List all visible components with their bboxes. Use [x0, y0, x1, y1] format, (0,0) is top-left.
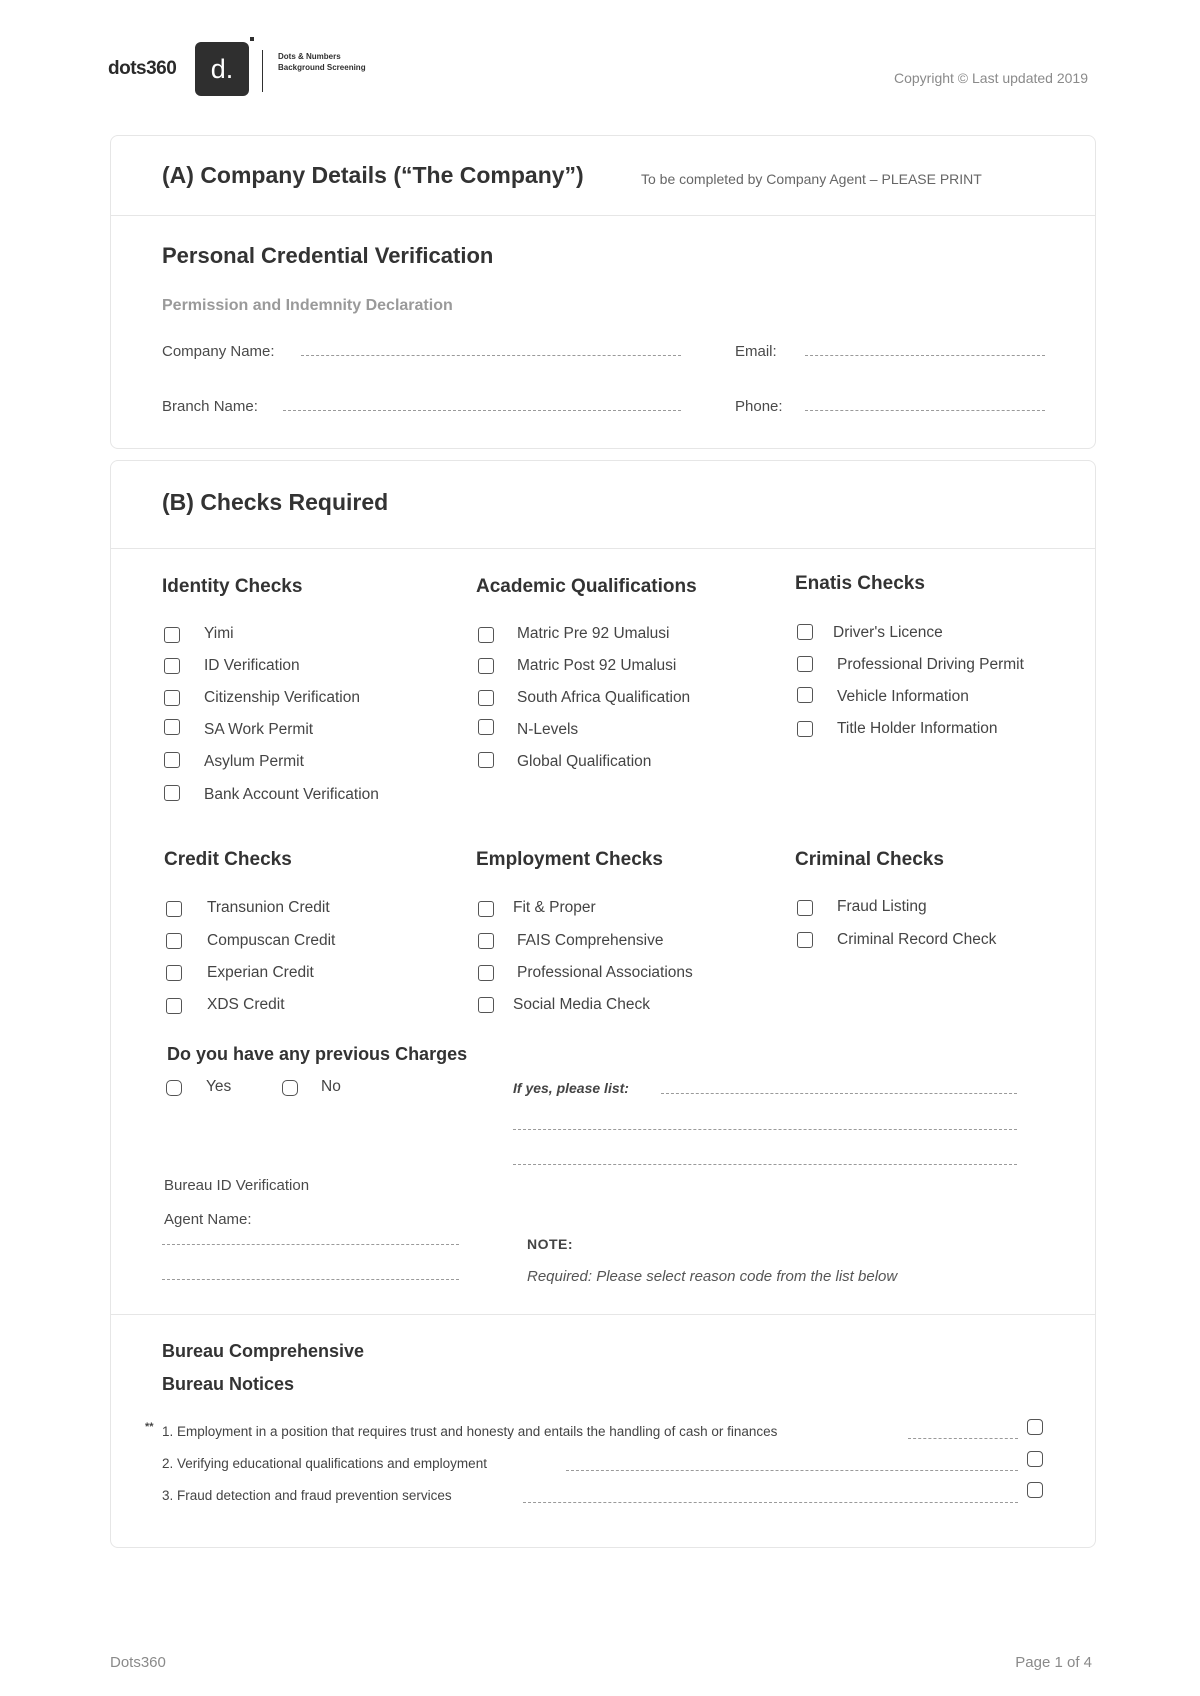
identity-checks-heading: Identity Checks	[162, 576, 303, 597]
option-label: N-Levels	[517, 721, 579, 738]
logo-tagline: Dots & Numbers Background Screening	[278, 52, 366, 72]
footer-brand: Dots360	[110, 1654, 166, 1671]
option-label: South Africa Qualification	[517, 689, 691, 706]
credit-checks-heading: Credit Checks	[164, 849, 292, 870]
checkbox-notice-2[interactable]	[1027, 1451, 1043, 1467]
charges-list-line-2[interactable]	[513, 1129, 1017, 1130]
bureau-notices-heading: Bureau Notices	[162, 1374, 295, 1394]
checkbox-transunion-credit[interactable]	[166, 901, 182, 917]
option-label: Professional Driving Permit	[837, 656, 1024, 673]
notice-item: 1. Employment in a position that requires trust and honesty and entails the handling of cash or finances	[162, 1424, 778, 1439]
checkbox-experian-credit[interactable]	[166, 965, 182, 981]
checkbox-charges-yes[interactable]	[166, 1080, 182, 1096]
checkbox-social-media-check[interactable]	[478, 997, 494, 1013]
checkbox-compuscan-credit[interactable]	[166, 933, 182, 949]
option-label: Asylum Permit	[204, 753, 304, 770]
option-label: Yimi	[204, 625, 234, 642]
checkbox-professional-driving-permit[interactable]	[797, 656, 813, 672]
agent-name-line-1[interactable]	[162, 1244, 459, 1245]
email-field[interactable]	[805, 355, 1045, 356]
note-text: Required: Please select reason code from the list below	[527, 1268, 898, 1285]
company-name-label: Company Name:	[162, 343, 275, 360]
indemnity-subheading: Permission and Indemnity Declaration	[162, 297, 453, 314]
checkbox-id-verification[interactable]	[164, 658, 180, 674]
enatis-checks-heading: Enatis Checks	[795, 573, 925, 594]
email-label: Email:	[735, 343, 777, 360]
section-b-title: (B) Checks Required	[162, 489, 389, 515]
checkbox-global-qualification[interactable]	[478, 752, 494, 768]
option-label: Yes	[206, 1078, 232, 1095]
option-label: FAIS Comprehensive	[517, 932, 664, 949]
checkbox-drivers-licence[interactable]	[797, 624, 813, 640]
option-label: Matric Pre 92 Umalusi	[517, 625, 670, 642]
agent-name-label: Agent Name:	[164, 1211, 252, 1228]
checkbox-asylum-permit[interactable]	[164, 752, 180, 768]
checkbox-sa-work-permit[interactable]	[164, 719, 180, 735]
logo-dot	[250, 37, 254, 41]
notice-leader	[566, 1470, 1018, 1471]
option-label: Experian Credit	[207, 964, 314, 981]
option-label: ID Verification	[204, 657, 300, 674]
bureau-comprehensive-heading: Bureau Comprehensive	[162, 1341, 365, 1361]
divider	[111, 548, 1095, 549]
checkbox-xds-credit[interactable]	[166, 998, 182, 1014]
company-name-field[interactable]	[301, 355, 681, 356]
notice-item: 2. Verifying educational qualifications and employment	[162, 1456, 487, 1471]
criminal-checks-heading: Criminal Checks	[795, 849, 944, 870]
phone-field[interactable]	[805, 410, 1045, 411]
checkbox-yimi[interactable]	[164, 627, 180, 643]
branch-name-field[interactable]	[283, 410, 681, 411]
checkbox-matric-pre-92[interactable]	[478, 627, 494, 643]
checkbox-fais-comprehensive[interactable]	[478, 933, 494, 949]
option-label: Social Media Check	[513, 996, 650, 1013]
option-label: Global Qualification	[517, 753, 652, 770]
option-label: Professional Associations	[517, 964, 693, 981]
option-label: Bank Account Verification	[204, 786, 379, 803]
checks-required-card	[110, 460, 1096, 1548]
bureau-id-verification-label: Bureau ID Verification	[164, 1177, 310, 1194]
checkbox-bank-account-verification[interactable]	[164, 785, 180, 801]
if-yes-label: If yes, please list:	[513, 1080, 629, 1096]
checkbox-notice-1[interactable]	[1027, 1419, 1043, 1435]
notice-leader	[908, 1438, 1018, 1439]
checkbox-south-africa-qualification[interactable]	[478, 690, 494, 706]
phone-label: Phone:	[735, 398, 783, 415]
checkbox-notice-3[interactable]	[1027, 1482, 1043, 1498]
page-number: Page 1 of 4	[1015, 1654, 1092, 1671]
company-details-card	[110, 135, 1096, 449]
checkbox-citizenship-verification[interactable]	[164, 690, 180, 706]
charges-list-line-3[interactable]	[513, 1164, 1017, 1165]
checkbox-professional-associations[interactable]	[478, 965, 494, 981]
checkbox-vehicle-information[interactable]	[797, 687, 813, 703]
checkbox-matric-post-92[interactable]	[478, 658, 494, 674]
option-label: Vehicle Information	[837, 688, 969, 705]
checkbox-title-holder-information[interactable]	[797, 721, 813, 737]
checkbox-fraud-listing[interactable]	[797, 900, 813, 916]
option-label: SA Work Permit	[204, 721, 314, 738]
option-label: Citizenship Verification	[204, 689, 360, 706]
option-label: Compuscan Credit	[207, 932, 336, 949]
notice-marker: **	[145, 1421, 154, 1433]
checkbox-n-levels[interactable]	[478, 719, 494, 735]
branch-name-label: Branch Name:	[162, 398, 258, 415]
divider	[111, 1314, 1095, 1315]
brand-name: dots360	[108, 58, 177, 79]
option-label: Fit & Proper	[513, 899, 596, 916]
option-label: Driver's Licence	[833, 624, 943, 641]
option-label: Fraud Listing	[837, 898, 927, 915]
section-a-title: (A) Company Details (“The Company”)	[162, 162, 584, 188]
note-label: NOTE:	[527, 1236, 574, 1252]
checkbox-fit-and-proper[interactable]	[478, 901, 494, 917]
logo-divider	[262, 50, 263, 92]
option-label: Transunion Credit	[207, 899, 330, 916]
option-label: XDS Credit	[207, 996, 285, 1013]
divider	[111, 215, 1095, 216]
section-a-instruction: To be completed by Company Agent – PLEASE PRINT	[641, 171, 982, 187]
copyright-note: Copyright © Last updated 2019	[893, 70, 1088, 86]
checkbox-criminal-record-check[interactable]	[797, 932, 813, 948]
previous-charges-question: Do you have any previous Charges	[167, 1044, 468, 1064]
option-label: No	[321, 1078, 341, 1095]
charges-list-line-1[interactable]	[661, 1093, 1017, 1094]
logo-mark: d.	[195, 42, 249, 96]
verification-heading: Personal Credential Verification	[162, 243, 494, 268]
option-label: Title Holder Information	[837, 720, 998, 737]
checkbox-charges-no[interactable]	[282, 1080, 298, 1096]
employment-checks-heading: Employment Checks	[476, 849, 663, 870]
notice-item: 3. Fraud detection and fraud prevention services	[162, 1488, 452, 1503]
option-label: Criminal Record Check	[837, 931, 997, 948]
option-label: Matric Post 92 Umalusi	[517, 657, 677, 674]
agent-name-line-2[interactable]	[162, 1279, 459, 1280]
academic-qualifications-heading: Academic Qualifications	[476, 576, 697, 597]
notice-leader	[523, 1502, 1018, 1503]
